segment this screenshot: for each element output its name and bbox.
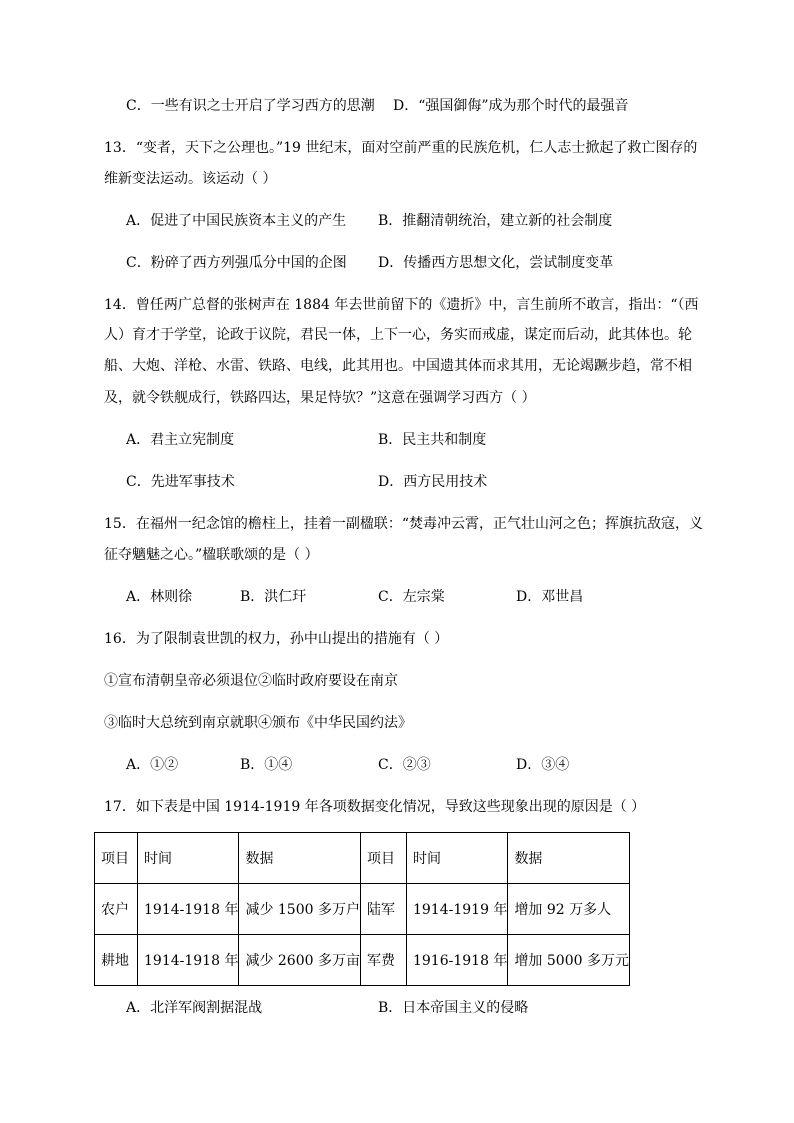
q16-option-d: D．③④ bbox=[516, 757, 570, 773]
q16-option-b: B．①④ bbox=[240, 757, 293, 773]
table-header-row bbox=[95, 833, 630, 884]
q13-option-d: D．传播西方思想文化，尝试制度变革 bbox=[378, 255, 614, 271]
q17-option-a: A．北洋军阀割据混战 bbox=[126, 1000, 263, 1016]
q16-option-a: A．①② bbox=[126, 757, 179, 773]
q14-option-b: B．民主共和制度 bbox=[378, 432, 487, 448]
table-header-cell: 项目 bbox=[95, 833, 138, 884]
q15-stem-line1: 15．在福州一纪念馆的檐柱上，挂着一副楹联：“焚毒冲云霄，正气壮山河之色；挥旗抗敌寇，义 bbox=[104, 516, 703, 532]
q13-stem-line2: 维新变法运动。该运动（ ） bbox=[104, 171, 277, 187]
q15-option-c: C．左宗棠 bbox=[378, 589, 445, 605]
q14-stem-line2: 人）育才于学堂，论政于议院，君民一体，上下一心，务实而戒虚，谋定而后动，此其体也。轮 bbox=[104, 327, 692, 343]
table-cell: 增加 92 万多人 bbox=[508, 884, 630, 935]
q15-option-d: D．邓世昌 bbox=[516, 589, 584, 605]
table-cell: 1916-1918 年 bbox=[406, 935, 507, 986]
q14-stem-line4: 及，就令铁舰成行，铁路四达，果足恃欤？”这意在强调学习西方（ ） bbox=[104, 390, 536, 406]
table-cell: 1914-1918 年 bbox=[138, 884, 239, 935]
table-cell: 耕地 bbox=[95, 935, 138, 986]
table-header-cell: 时间 bbox=[138, 833, 239, 884]
q12-option-c: C．一些有识之士开启了学习西方的思潮 bbox=[126, 98, 375, 114]
q15-stem-line2: 征夺魑魅之心。”楹联歌颂的是（ ） bbox=[104, 547, 319, 563]
q13-option-a: A．促进了中国民族资本主义的产生 bbox=[126, 213, 347, 229]
table-cell: 军费 bbox=[360, 935, 406, 986]
q17-stem: 17．如下表是中国 1914-1919 年各项数据变化情况，导致这些现象出现的原因是（ ） bbox=[104, 799, 646, 815]
table-cell: 减少 2600 多万亩 bbox=[239, 935, 361, 986]
table-cell: 减少 1500 多万户 bbox=[239, 884, 361, 935]
table-header-cell: 数据 bbox=[239, 833, 361, 884]
q17-option-b: B．日本帝国主义的侵略 bbox=[378, 1000, 529, 1016]
table-row bbox=[95, 884, 630, 935]
q17-data-table bbox=[94, 832, 630, 986]
q13-option-b: B．推翻清朝统治，建立新的社会制度 bbox=[378, 213, 613, 229]
table-row bbox=[95, 935, 630, 986]
table-header-cell: 时间 bbox=[406, 833, 507, 884]
table-header-cell: 项目 bbox=[360, 833, 406, 884]
q14-option-d: D．西方民用技术 bbox=[378, 474, 488, 490]
q16-option-c: C．②③ bbox=[378, 757, 431, 773]
q16-items-line1: ①宣布清朝皇帝必须退位②临时政府要设在南京 bbox=[104, 673, 398, 689]
q14-stem-line3: 船、大炮、洋枪、水雷、铁路、电线，此其用也。中国遗其体而求其用，无论竭蹶步趋，常不相 bbox=[104, 358, 692, 374]
table-cell: 1914-1919 年 bbox=[406, 884, 507, 935]
table-header-cell: 数据 bbox=[508, 833, 630, 884]
q15-option-b: B．洪仁玕 bbox=[240, 589, 307, 605]
q16-stem: 16．为了限制袁世凯的权力，孙中山提出的措施有（ ） bbox=[104, 631, 449, 647]
q14-stem-line1: 14．曾任两广总督的张树声在 1884 年去世前留下的《遗折》中，言生前所不敢言，指出：“（西 bbox=[104, 297, 699, 313]
q15-option-a: A．林则徐 bbox=[126, 589, 193, 605]
q13-stem-line1: 13．“变者，天下之公理也。”19 世纪末，面对空前严重的民族危机，仁人志士掀起了救亡图存的 bbox=[104, 140, 698, 156]
q16-items-line2: ③临时大总统到南京就职④颁布《中华民国约法》 bbox=[104, 715, 412, 731]
table-cell: 农户 bbox=[95, 884, 138, 935]
table-cell: 1914-1918 年 bbox=[138, 935, 239, 986]
q12-option-d: D．“强国御侮”成为那个时代的最强音 bbox=[393, 98, 629, 114]
q13-option-c: C．粉碎了西方列强瓜分中国的企图 bbox=[126, 255, 347, 271]
table-cell: 陆军 bbox=[360, 884, 406, 935]
table-cell: 增加 5000 多万元 bbox=[508, 935, 630, 986]
q14-option-c: C．先进军事技术 bbox=[126, 474, 235, 490]
q14-option-a: A．君主立宪制度 bbox=[126, 432, 235, 448]
